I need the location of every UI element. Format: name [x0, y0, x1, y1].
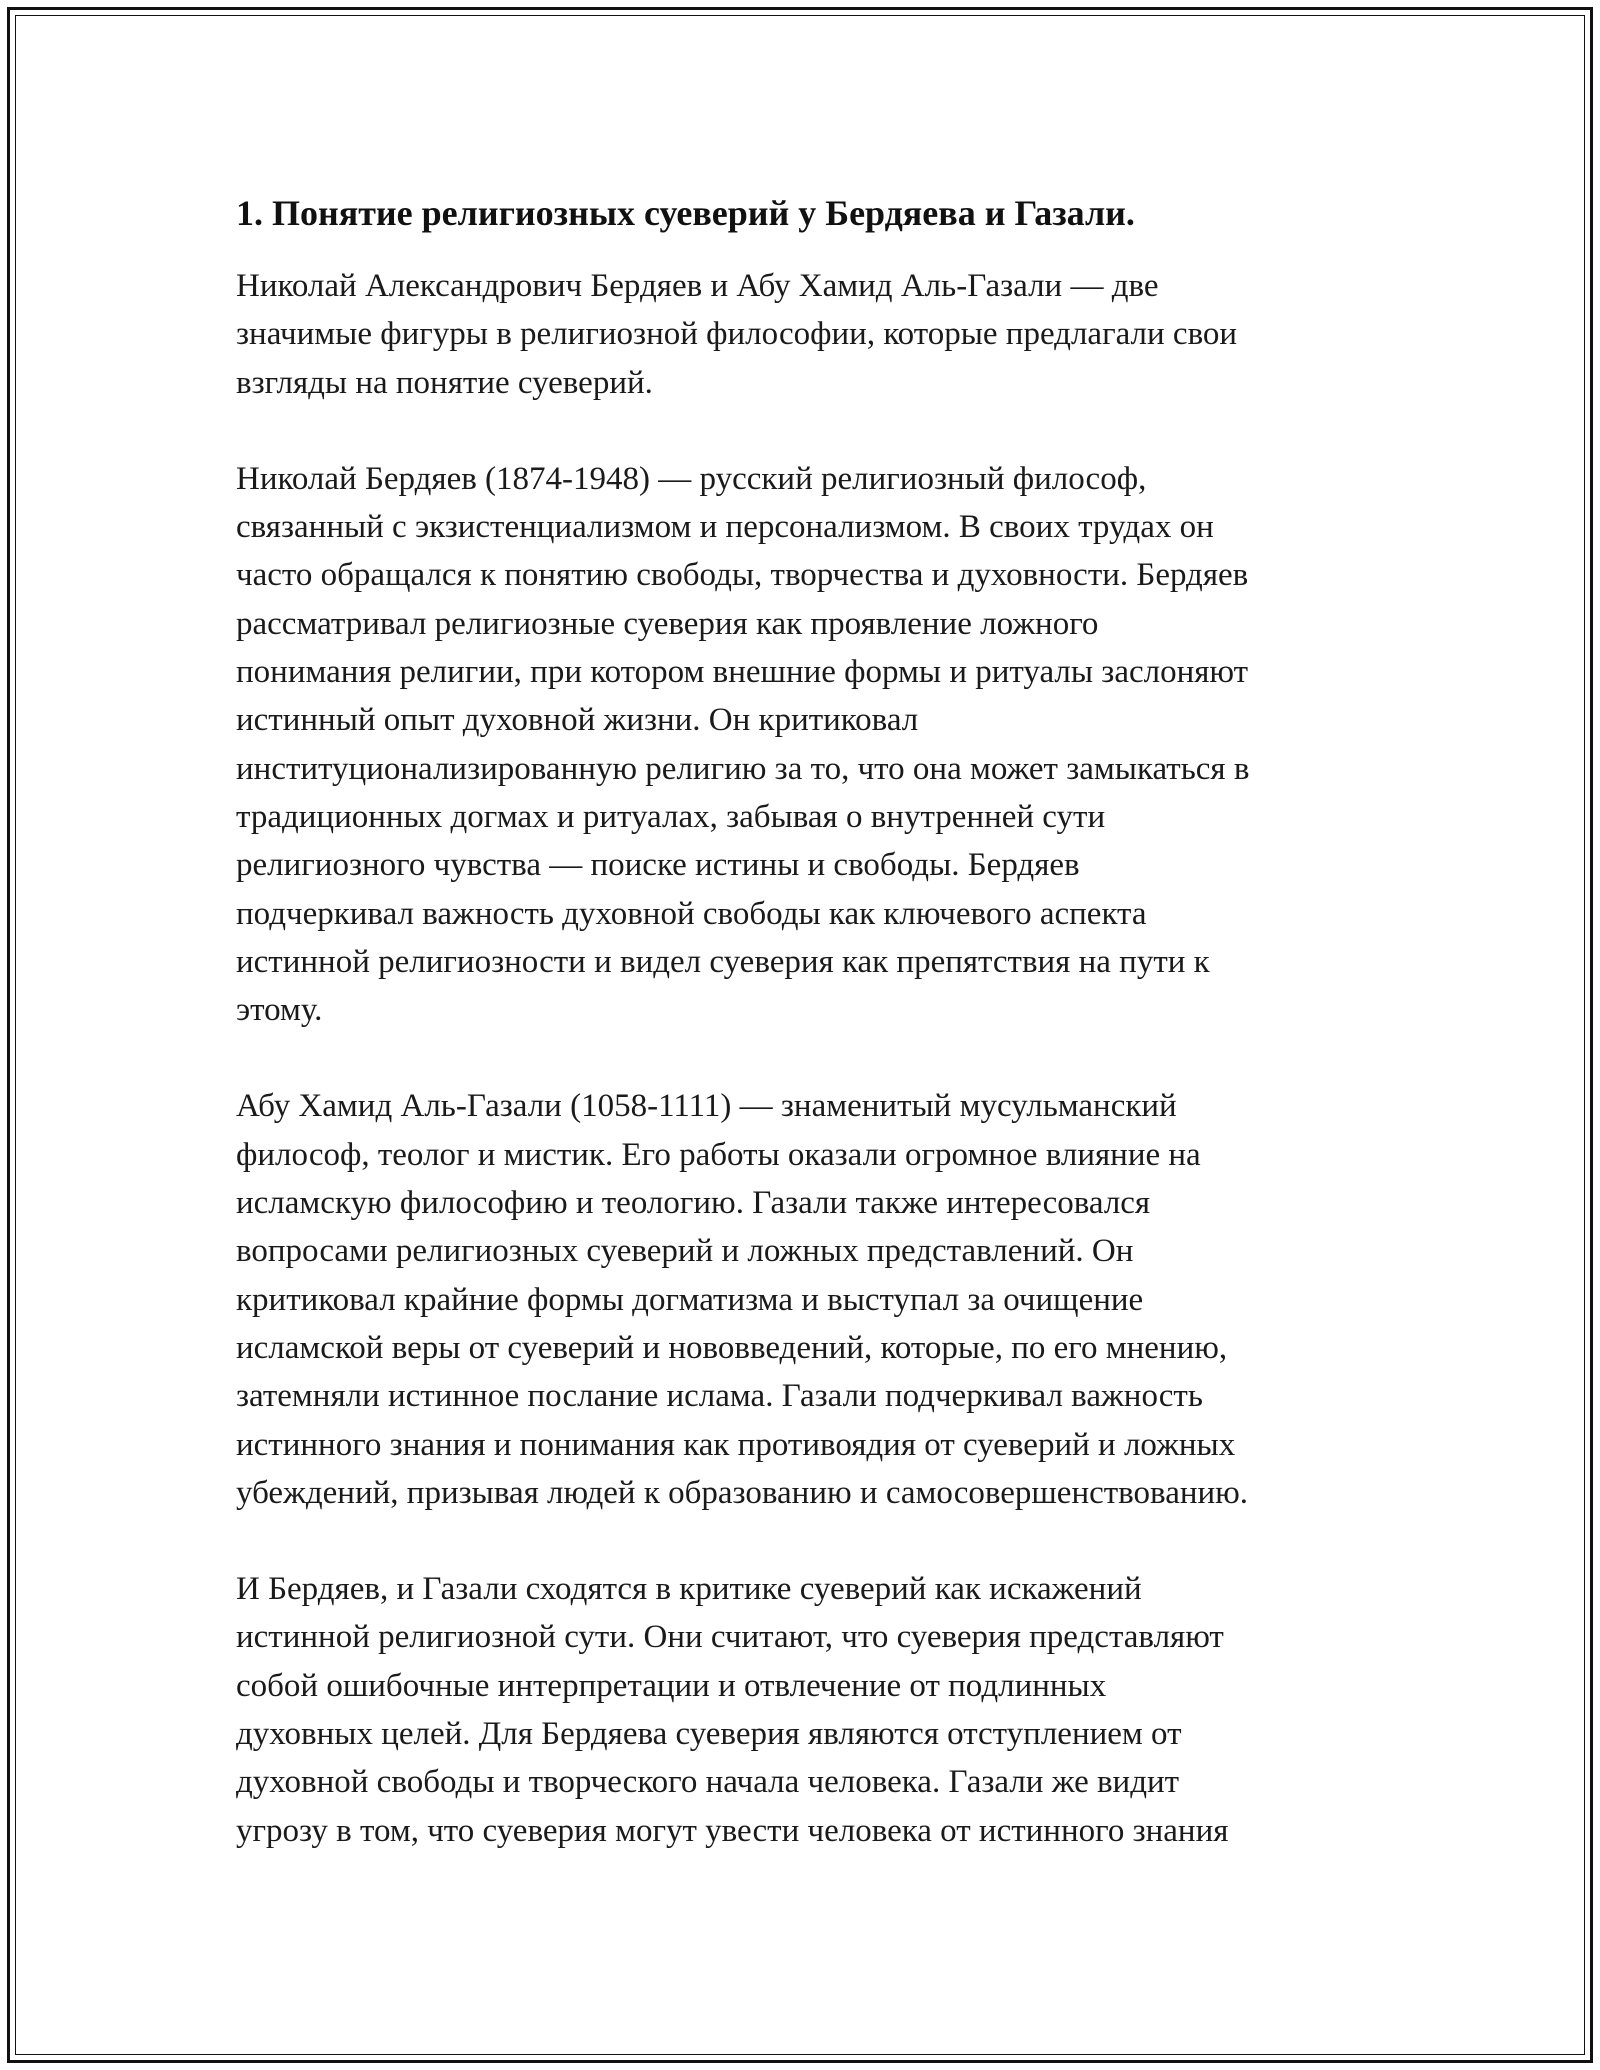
body-paragraph [236, 1565, 1396, 1855]
text-line: истинный опыт духовной жизни. Он критиковал [236, 702, 919, 739]
text-line: истинного знания и понимания как противоядия от суеверий и ложных [236, 1426, 1236, 1463]
text-line: институционализированную религию за то, что она может замыкаться в [236, 750, 1250, 787]
text-line: понимания религии, при котором внешние формы и ритуалы заслоняют [236, 654, 1249, 691]
body-paragraph [236, 455, 1396, 1035]
text-line: угрозу в том, что суеверия могут увести человека от истинного знания [236, 1812, 1229, 1849]
text-line: истинной религиозности и видел суеверия как препятствия на пути к [236, 943, 1210, 980]
document-body [236, 186, 1396, 1903]
text-line: Николай Александрович Бердяев и Абу Хамид Аль-Газали — две [236, 268, 1159, 304]
text-line: связанный с экзистенциализмом и персонализмом. В своих трудах он [236, 509, 1214, 546]
text-line: Абу Хамид Аль-Газали (1058-1111) — знаменитый мусульманский [236, 1088, 1177, 1125]
text-line: Николай Бердяев (1874-1948) — русский религиозный философ, [236, 460, 1147, 497]
text-line: затемняли истинное послание ислама. Газали подчеркивал важность [236, 1378, 1203, 1415]
text-line: взгляды на понятие суеверий. [236, 364, 653, 401]
text-line: рассматривал религиозные суеверия как проявление ложного [236, 605, 1099, 642]
text-line: философ, теолог и мистик. Его работы оказали огромное влияние на [236, 1136, 1201, 1173]
section-heading: 1. Понятие религиозных суеверий у Бердяева и Газали. [236, 193, 1135, 233]
text-line: духовной свободы и творческого начала человека. Газали же видит [236, 1764, 1180, 1801]
body-paragraph [236, 1082, 1396, 1517]
text-line: собой ошибочные интерпретации и отвлечение от подлинных [236, 1667, 1107, 1704]
text-line: значимые фигуры в религиозной философии, которые предлагали свои [236, 316, 1238, 353]
text-line: традиционных догмах и ритуалах, забывая о внутренней сути [236, 798, 1106, 835]
text-line: истинной религиозной сути. Они считают, что суеверия представляют [236, 1619, 1224, 1656]
text-line: исламскую философию и теологию. Газали также интересовался [236, 1185, 1151, 1222]
text-line: убеждений, призывая людей к образованию и самосовершенствованию. [236, 1474, 1249, 1511]
text-line: духовных целей. Для Бердяева суеверия являются отступлением от [236, 1716, 1182, 1753]
text-line: исламской веры от суеверий и нововведений, которые, по его мнению, [236, 1329, 1228, 1366]
body-paragraph [236, 262, 1396, 407]
text-line: И Бердяев, и Газали сходятся в критике суеверий как искажений [236, 1571, 1142, 1608]
paragraphs-container [236, 262, 1396, 1855]
text-line: часто обращался к понятию свободы, творчества и духовности. Бердяев [236, 557, 1249, 594]
text-line: религиозного чувства — поиске истины и свободы. Бердяев [236, 847, 1080, 884]
text-line: подчеркивал важность духовной свободы как ключевого аспекта [236, 895, 1147, 932]
text-line: вопросами религиозных суеверий и ложных представлений. Он [236, 1233, 1134, 1270]
text-line: этому. [236, 992, 323, 1029]
text-line: критиковал крайние формы догматизма и выступал за очищение [236, 1281, 1144, 1318]
